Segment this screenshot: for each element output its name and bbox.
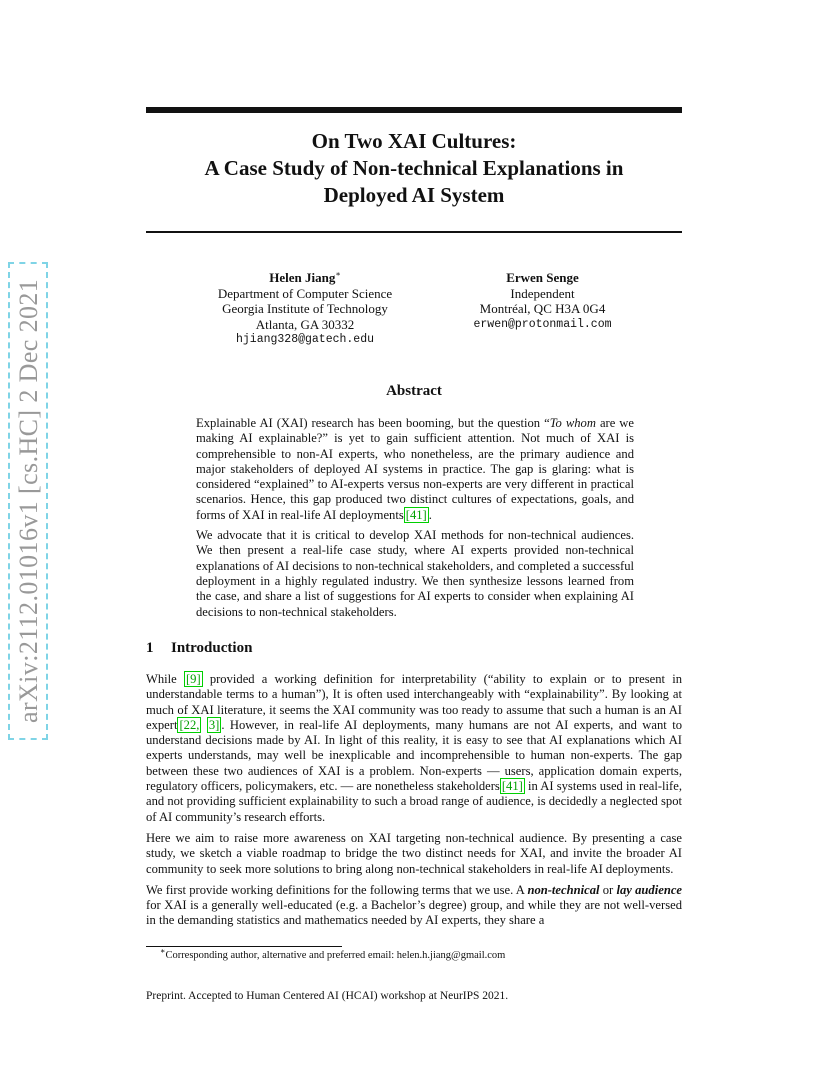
paper-title: [146, 128, 682, 209]
abstract-heading: Abstract: [386, 383, 442, 399]
section-title: Introduction: [171, 640, 253, 656]
footnote-rule: [146, 946, 342, 947]
author-affiliation-line: Georgia Institute of Technology: [222, 301, 388, 316]
citation-link[interactable]: [22,: [179, 717, 200, 732]
abstract-paragraph-1: Explainable AI (XAI) research has been booming, but the question “To whom are we making AI explainable?” is yet to gain sufficient attention. Not much of XAI is comprehensible to non-AI experts, who nonetheless, are the primary audience and major stakeholders of deployed AI systems in practice. The gap is glaring: what is considered “explained” to AI-experts versus non-experts are very different in practical scenarios. Hence, this gap produced two distinct cultures of expectations, goals, and forms of XAI in real-life AI deployments [41] .: [196, 416, 634, 522]
section-number: 1: [146, 640, 154, 656]
citation-link[interactable]: [9]: [185, 672, 201, 686]
abstract-paragraph-2: We advocate that it is critical to develop XAI methods for non-technical audiences. We then present a real-life case study, where AI experts provided non-technical explanations of AI decisions to non-technical stakeholders, and completed a successful deployment in a highly regulated industry. We then synthesize lessons learned from the case, and share a list of suggestions for AI experts to consider when explaining AI decisions to non-technical stakeholders.: [196, 528, 634, 619]
author-block-2: [450, 270, 635, 332]
author-email-2[interactable]: erwen@protonmail.com: [473, 317, 612, 331]
arxiv-stamp[interactable]: arXiv:2112.01016v1 [cs.HC] 2 Dec 2021: [14, 278, 43, 724]
author-affiliation-line: Atlanta, GA 30332: [255, 316, 355, 332]
term-lay-audience: lay audience: [616, 882, 682, 897]
title-line-1: On Two XAI Cultures:: [311, 129, 517, 153]
author-block-1: [180, 270, 430, 348]
footnote: [160, 946, 680, 961]
introduction-body: [146, 672, 682, 935]
section-heading-introduction: [146, 640, 252, 657]
author-affiliation-line: Montréal, QC H3A 0G4: [479, 301, 606, 316]
author-affiliation-line: Independent: [510, 285, 575, 301]
citation-link[interactable]: [41]: [405, 507, 427, 522]
citation-link[interactable]: [41]: [501, 779, 523, 794]
citation-link[interactable]: 3]: [208, 717, 220, 732]
term-non-technical: non-technical: [527, 882, 600, 897]
title-line-3: Deployed AI System: [323, 183, 505, 207]
title-bottom-rule: [146, 231, 682, 233]
author-footnote-mark[interactable]: ∗: [335, 269, 341, 279]
body-paragraph-3: We first provide working definitions for the following terms that we use. A non-technical or lay audience for XAI is a generally well-educated (e.g. a Bachelor’s degree) group, and while they are not well-versed in the demanding statistics and mathematics needed by AI experts, they share a: [146, 882, 682, 928]
footnote-text: Corresponding author, alternative and preferred email: helen.h.jiang@gmail.com: [165, 950, 506, 961]
body-paragraph-2: Here we aim to raise more awareness on XAI targeting non-technical audience. By presenting a case study, we sketch a viable roadmap to bridge the two distinct needs for XAI, and invite the broader AI community to seek more solutions to bring along non-technical stakeholders in real-life AI deployments.: [146, 830, 682, 876]
body-paragraph-1: While [9] provided a working definition for interpretability (“ability to explain or to present in understandable terms to a human”), It is often used interchangeably with “explainability”. By looking at much of XAI literature, it seems the XAI community was too ready to assume that such a human is an AI expert [22, 3] . However, in real-life AI deployments, many humans are not AI experts, and want to understand decisions made by AI. In light of this reality, it is easy to see that AI explanations which AI experts understands, may well be inexplicable and incomprehensible to human non-experts. The gap between these two audiences of XAI is a problem. Non-experts — users, application domain experts, regulatory officers, policymakers, etc. — are nonetheless stakeholders [41] in AI systems used in real-life, and not providing sufficient explainability to such a broad range of audience, is decidedly a neglected spot of AI community’s research efforts.: [146, 672, 682, 824]
author-email-1[interactable]: hjiang328@gatech.edu: [235, 333, 375, 346]
author-affiliation-line: Department of Computer Science: [217, 285, 393, 301]
footnote-mark: ∗: [160, 946, 166, 956]
title-top-rule: [146, 107, 682, 113]
author-name-1: Helen Jiang: [269, 270, 336, 285]
preprint-notice: Preprint. Accepted to Human Centered AI (HCAI) workshop at NeurIPS 2021.: [146, 990, 509, 1002]
title-line-2: A Case Study of Non-technical Explanations in: [204, 156, 624, 180]
author-name-2: Erwen Senge: [506, 270, 579, 285]
abstract-body: [196, 416, 634, 625]
